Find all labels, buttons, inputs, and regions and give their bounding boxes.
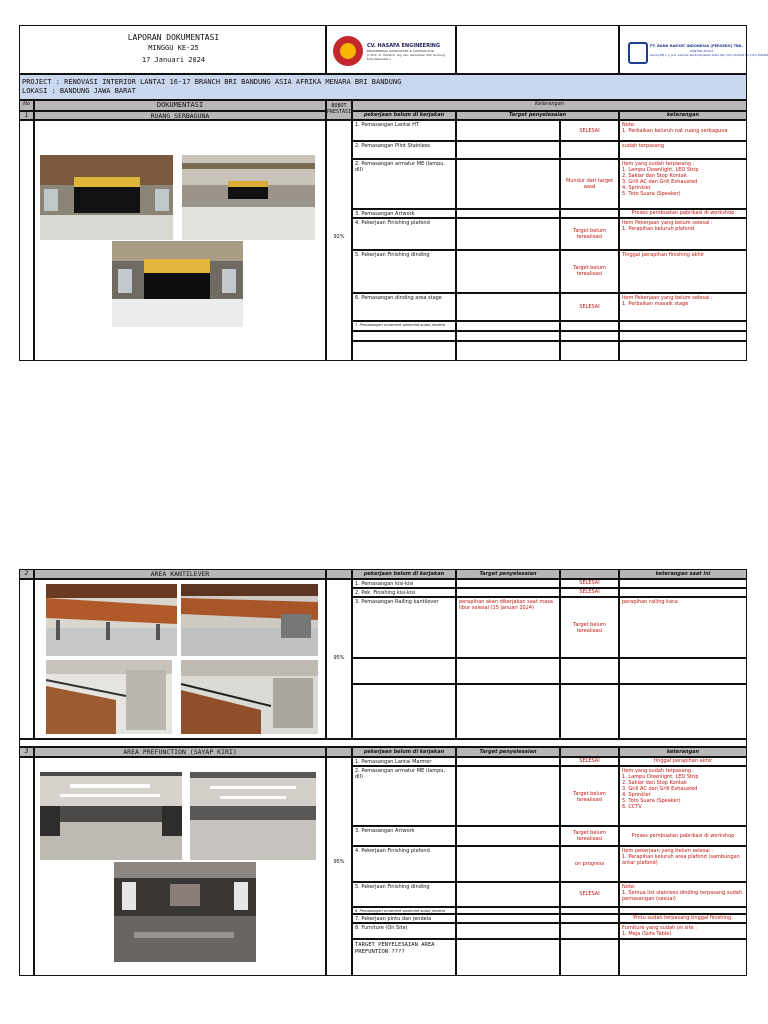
s3-r4-note: Item pekerjaan yang belum selesai : 1. Perapihan keluruh area plafond (sambungan antar plafond) — [619, 846, 747, 882]
s3-col-remarks: keterangan — [619, 747, 747, 757]
s2-r3-work: 3. Pemasangan Railing kantilever — [352, 597, 456, 658]
s3-r6-status — [560, 907, 619, 914]
section-separator — [19, 739, 747, 747]
s1-empty-a — [352, 331, 456, 341]
s3-r3-status: Target belum terealisasi — [560, 826, 619, 846]
project-name: PROJECT : RENOVASI INTERIOR LANTAI 16-17 BRANCH BRI BANDUNG ASIA AFRIKA MENARA BRI BANDUNG — [22, 78, 402, 86]
s1-r7-target — [456, 293, 560, 321]
s1-r8-status — [560, 321, 619, 331]
s3-r3-note: Proses pembuatan pabrikasi di workshop — [619, 826, 747, 846]
s3-r5-status: SELESAI — [560, 882, 619, 907]
s3-r2-work: 2. Pemasangan armatur ME (lampu, dll) — [352, 766, 456, 826]
s1-empty-g — [560, 341, 619, 361]
s3-r4-target — [456, 846, 560, 882]
section-2-table — [352, 579, 747, 739]
s1-r5-note: Item Pekerjaan yang belum selesai : 1. Perapihan keluruh plafond — [619, 218, 747, 250]
s1-col-remarks: keterangan — [619, 111, 747, 120]
photo-serbaguna-2 — [182, 155, 315, 240]
hasafa-city: Kota Pekanbaru — [367, 57, 391, 61]
s2-empty-c — [560, 658, 619, 684]
s1-r1-status: SELESAI — [560, 120, 619, 141]
section-2-weight: 95% — [333, 655, 345, 661]
s3-r9-note — [619, 939, 747, 976]
bri-logo-icon — [628, 42, 648, 64]
hasafa-address: Jl. Prof. dr. Hazairin, Gg. Din, Kelurahan Situ Gintung — [367, 53, 445, 57]
s1-r8-note — [619, 321, 747, 331]
s2-empty-d — [619, 658, 747, 684]
photo-kantilever-4 — [181, 660, 318, 734]
report-title: LAPORAN DOKUMENTASI — [127, 33, 220, 42]
s2-r2-work: 2. Pek. Finishing kisi-kisi — [352, 588, 456, 597]
s2-r1-target — [456, 579, 560, 588]
title-cell — [19, 25, 326, 74]
s1-empty-f — [456, 341, 560, 361]
section-1-weight: 92% — [333, 234, 345, 240]
s1-empty-h — [619, 341, 747, 361]
s2-empty-a — [352, 658, 456, 684]
s3-r7-status — [560, 914, 619, 923]
s3-r7-work: 7. Pekerjaan pintu dan jendela — [352, 914, 456, 923]
s3-r2-target — [456, 766, 560, 826]
photo-kantilever-1 — [46, 584, 177, 656]
section-3-weight-cell — [326, 757, 352, 976]
photo-kantilever-2 — [181, 584, 318, 656]
photo-serbaguna-1 — [40, 155, 173, 240]
section-3-name: AREA PREFUNCTION (SAYAP KIRI) — [34, 747, 326, 757]
s3-target-question: TARGET PENYELESAIAN AREA PREFUNTION ???? — [352, 939, 456, 976]
s2-col-target: Target penyelesaian — [456, 569, 560, 579]
s1-r1-note: Note: 1. Perbaikan keluruh nat ruang serbaguna — [619, 120, 747, 141]
s2-r1-status: SELESAI — [560, 579, 619, 588]
bri-name: PT. BANK RAKYAT INDONESIA (PERSERO) TBK. — [650, 44, 743, 48]
project-row — [19, 74, 747, 100]
s3-r7-note: Pintu sudah terpasang tinggal finishing. — [619, 914, 747, 923]
hasafa-name: CV. HASAFA ENGINEERING — [367, 43, 441, 49]
s3-r2-note: Item yang sudah terpasang : 1. Lampu Downlight, LED Strip 2. Saklar dan Stop Kontak 3. Grill AC dan Grill Exhausted 4. Sprinkler 5. Toto Suara (Speaker) 6. CCTV — [619, 766, 747, 826]
contractor-logo-cell — [326, 25, 456, 74]
section-1-no: 1 — [19, 111, 34, 120]
s1-r4-target — [456, 209, 560, 218]
s2-empty-b — [456, 658, 560, 684]
section-2-no-col — [19, 579, 34, 739]
s3-r8-target — [456, 923, 560, 939]
section-2-photo-area — [34, 579, 326, 739]
s3-r7-target — [456, 914, 560, 923]
s3-r3-target — [456, 826, 560, 846]
section-1-photo-area — [34, 120, 326, 361]
section-2-name: AREA KANTILEVER — [34, 569, 326, 579]
section-2-no: 2 — [19, 569, 34, 579]
s1-r6-target — [456, 250, 560, 293]
s1-r7-work: 6. Pemasangan dinding area stage — [352, 293, 456, 321]
s2-r3-target: perapihan akan dikerjakan saat masa libur selesai (15 januari 2024) — [456, 597, 560, 658]
s1-r3-note: Item yang sudah terpasang : 1. Lampu Downlight, LED Strip 2. Saklar dan Stop Kontak 3. Grill AC dan Grill Exhausted 4. Sprinkler 5. Toto Suara (Speaker) — [619, 159, 747, 209]
photo-prefunction-3 — [114, 862, 256, 962]
s3-r8-work: 8. Furniture (On Site) — [352, 923, 456, 939]
s1-r6-work: 5. Pekerjaan Finishing dinding — [352, 250, 456, 293]
s1-r3-work: 2. Pemasangan armatur ME (lampu, dll) — [352, 159, 456, 209]
s3-r8-note: Furniture yang sudah on site : 1. Meja (Sofa Table) — [619, 923, 747, 939]
s1-r2-work: 2. Pemasangan Plint Stainless — [352, 141, 456, 159]
s3-r1-status: SELESAI — [560, 757, 619, 766]
s3-col-status — [560, 747, 619, 757]
s3-r5-note: Note: 1. Semua list stainless dinding terpasang sudah pemasangan (sesuai) — [619, 882, 747, 907]
blank-header-cell — [456, 25, 619, 74]
s1-col-work: pekerjaan belum di kerjakan — [352, 111, 456, 120]
section-3-weight: 95% — [333, 859, 345, 865]
hasafa-tagline: ENGINEERING CONSULTANT & CONTRACTOR — [367, 49, 434, 53]
report-week: MINGGU KE-25 — [148, 44, 199, 52]
s1-empty-d — [619, 331, 747, 341]
s1-r4-status — [560, 209, 619, 218]
col-notes: Keterangan — [352, 100, 747, 111]
section-3-no: 3 — [19, 747, 34, 757]
s2-r3-status: Target belum terealisasi — [560, 597, 619, 658]
s1-r3-target — [456, 159, 560, 209]
s1-r3-status: Mundur dari target awal — [560, 159, 619, 209]
s1-r1-target — [456, 120, 560, 141]
section-3-table — [352, 757, 747, 976]
s3-col-target: Target penyelesaian — [456, 747, 560, 757]
s3-r1-work: 1. Pemasangan Lantai Marmer — [352, 757, 456, 766]
s2-r3-note: perapihan railing kaca — [619, 597, 747, 658]
section-3-weight-head — [326, 747, 352, 757]
client-logo-cell — [619, 25, 768, 74]
s2-empty-e — [352, 684, 456, 739]
s3-r3-work: 3. Pemasangan Artwork — [352, 826, 456, 846]
s1-empty-c — [560, 331, 619, 341]
s3-r9-status — [560, 939, 619, 976]
s3-r6-work: 6. Pemasangan ornament sambhiet sudut jendela — [352, 907, 456, 914]
s1-r1-work: 1. Pemasangan Lantai HT — [352, 120, 456, 141]
s3-r5-target — [456, 882, 560, 907]
s1-r6-note: Tinggal perapihan finishing akhir — [619, 250, 747, 293]
s1-r8-work: 7. Pemasangan ornament sambhiet sudut jendela — [352, 321, 456, 331]
report-date: 17 Januari 2024 — [141, 56, 206, 64]
s2-r1-work: 1. Pemasangan kisi-kisi — [352, 579, 456, 588]
s2-r2-target — [456, 588, 560, 597]
section-1-name: RUANG SERBAGUNA — [34, 111, 326, 120]
s3-r1-note: tinggal perapihan akhir — [619, 757, 747, 766]
section-2-weight-cell — [326, 579, 352, 739]
photo-serbaguna-3 — [112, 241, 243, 327]
s2-col-status — [560, 569, 619, 579]
s2-empty-h — [619, 684, 747, 739]
s1-r2-target — [456, 141, 560, 159]
s1-r5-work: 4. Pekerjaan Finishing plafond — [352, 218, 456, 250]
s1-r5-target — [456, 218, 560, 250]
s3-r8-status — [560, 923, 619, 939]
s1-r6-status: Target belum terealisasi — [560, 250, 619, 293]
s3-r6-note — [619, 907, 747, 914]
s1-empty-e — [352, 341, 456, 361]
s2-empty-g — [560, 684, 619, 739]
s1-r4-work: 3. Pemasangan Artwork — [352, 209, 456, 218]
s3-r6-target — [456, 907, 560, 914]
section-1-table — [352, 120, 747, 361]
section-1-no-col — [19, 120, 34, 361]
section-3-photo-area — [34, 757, 326, 976]
s1-r7-note: Item Pekerjaan yang belum selesai : 1. Perbaikan maxaik stage — [619, 293, 747, 321]
s1-col-target: Target penyelesaian — [456, 111, 619, 120]
s3-r1-target — [456, 757, 560, 766]
s3-r2-status: Target belum terealisasi — [560, 766, 619, 826]
s1-r2-status — [560, 141, 619, 159]
section-3-no-col — [19, 757, 34, 976]
project-location: LOKASI : BANDUNG JAWA BARAT — [22, 87, 136, 95]
s3-r9-target — [456, 939, 560, 976]
s1-r8-target — [456, 321, 560, 331]
col-no: No — [19, 100, 34, 111]
bri-address: Gedung BRI 1, Jl. Jend. Sudirman Kav.44-46 Jakarta 10210 Telp: (021) 2510244 Fax: (021) 2500065 — [650, 54, 768, 57]
s1-empty-b — [456, 331, 560, 341]
section-2-weight-head — [326, 569, 352, 579]
hasafa-logo-icon — [333, 36, 363, 66]
photo-kantilever-3 — [46, 660, 172, 734]
s2-r1-note — [619, 579, 747, 588]
s2-col-work: pekerjaan belum di kerjakan — [352, 569, 456, 579]
s1-r2-note: sudah terpasang — [619, 141, 747, 159]
s3-r4-status: on progress — [560, 846, 619, 882]
s3-r5-work: 5. Pekerjaan Finishing dinding — [352, 882, 456, 907]
photo-prefunction-2 — [190, 772, 316, 860]
col-documentation: DOKUMENTASI — [34, 100, 326, 111]
s1-r7-status: SELESAI — [560, 293, 619, 321]
col-weight: BOBOT PRESTASI — [326, 100, 352, 120]
s3-col-work: pekerjaan belum di kerjakan — [352, 747, 456, 757]
s1-r5-status: Target belum terealisasi — [560, 218, 619, 250]
bri-sub: KANTOR PUSAT — [690, 49, 714, 53]
photo-prefunction-1 — [40, 772, 182, 860]
s3-r4-work: 4. Pekerjaan Finishing plafond — [352, 846, 456, 882]
s1-r4-note: Proses pembuatan pabrikasi di workshop — [619, 209, 747, 218]
section-1-weight-cell — [326, 120, 352, 361]
s2-col-remarks: keterangan saat ini — [619, 569, 747, 579]
s2-r2-note — [619, 588, 747, 597]
s2-empty-f — [456, 684, 560, 739]
s2-r2-status: SELESAI — [560, 588, 619, 597]
